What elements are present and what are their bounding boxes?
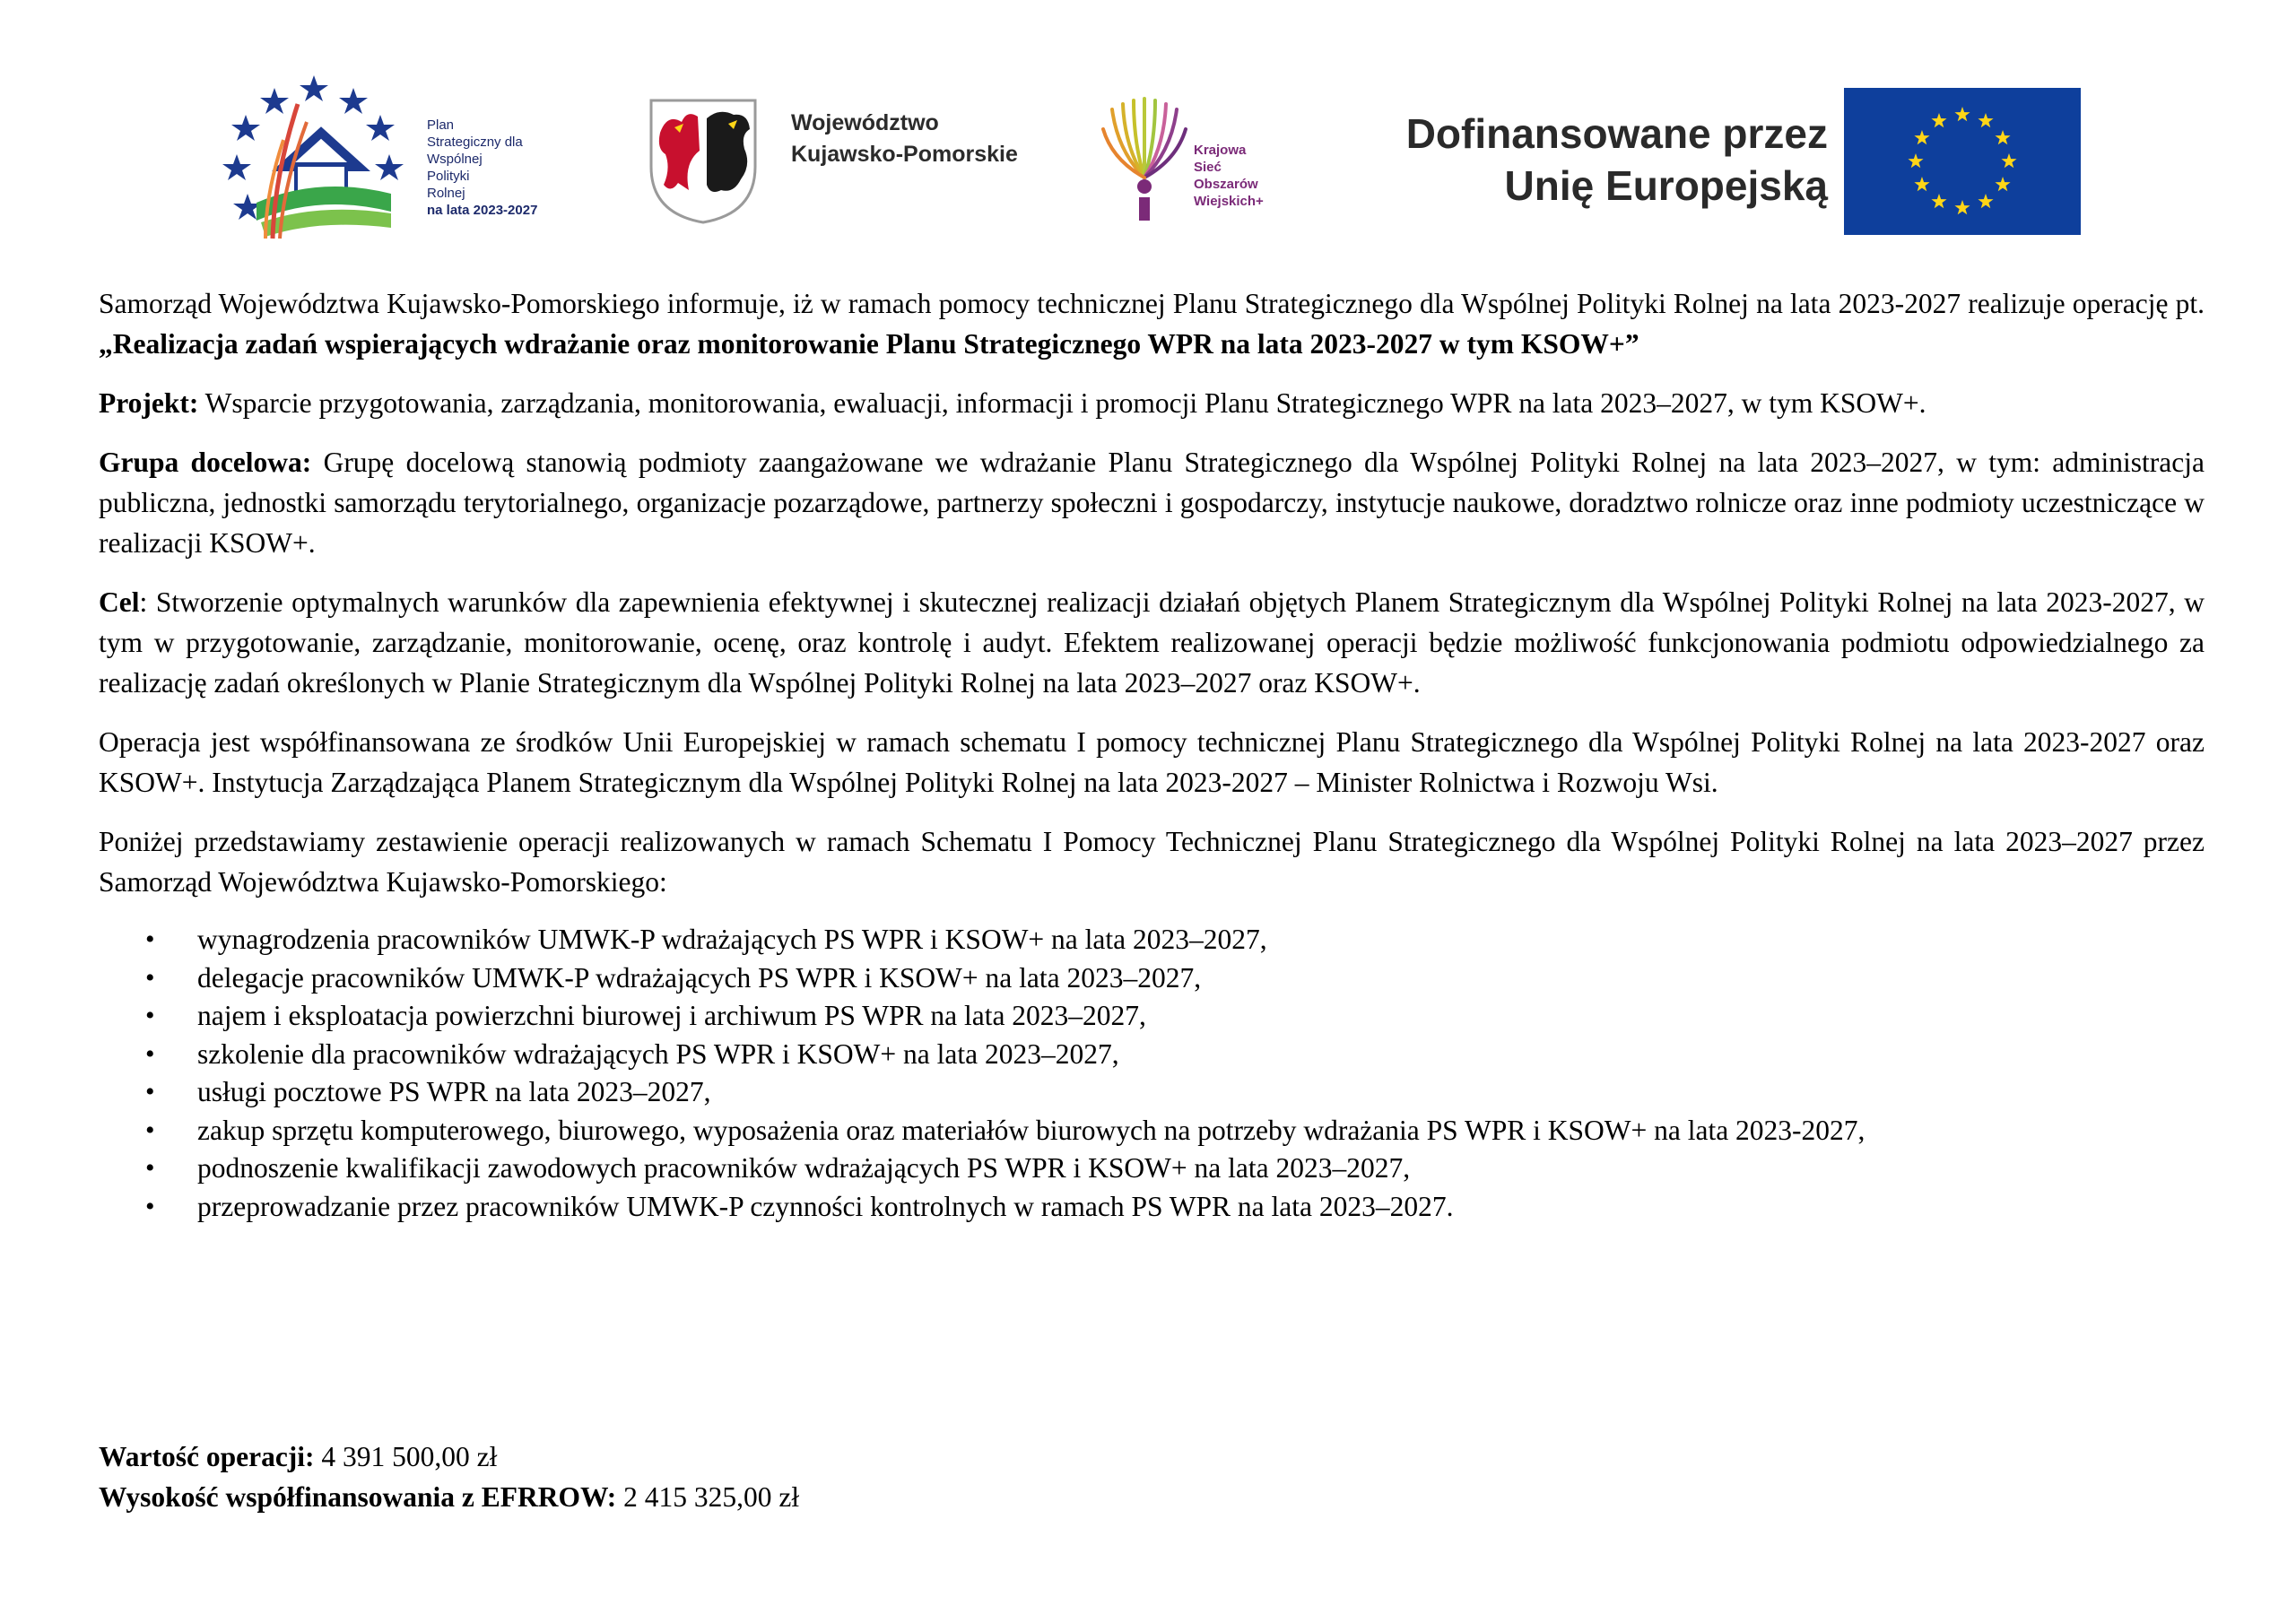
ps-line: Wspólnej	[427, 152, 483, 167]
wkp-line1: Województwo	[791, 110, 939, 135]
ksow-logo-text	[1194, 142, 1328, 210]
cel-text: : Stworzenie optymalnych warunków dla zapewnienia efektywnej i skutecznej realizacji działań objętych Planem Strategicznym dla Wspólnej Polityki Rolnej na lata 2023-2027, w tym w przygotowanie, zarządzanie, monitorowanie, ocenę, oraz kontrolę i audyt. Efektem realizowanej operacji będzie możliwość funkcjonowania podmiotu odpowiedzialnego za realizację zadań określonych w Planie Strategicznym dla Wspólnej Polityki Rolnej na lata 2023–2027 oraz KSOW+.	[99, 586, 2205, 699]
list-item: • delegacje pracowników UMWK-P wdrażających PS WPR i KSOW+ na lata 2023–2027,	[99, 959, 2205, 998]
wspolfin-line	[99, 1477, 2205, 1517]
ps-line: Rolnej	[427, 186, 465, 201]
list-item: • zakup sprzętu komputerowego, biurowego, wyposażenia oraz materiałów biurowych na potrzeby wdrażania PS WPR i KSOW+ na lata 2023-2027,	[99, 1112, 2205, 1150]
ps-line: Strategiczny dla	[427, 135, 523, 150]
wkp-logo	[648, 97, 1042, 231]
operation-title: „Realizacja zadań wspierających wdrażanie oraz monitorowanie Planu Strategicznego WPR na lata 2023-2027 w tym KSOW+”	[99, 328, 1639, 360]
cel-label: Cel	[99, 586, 140, 618]
wartosc-line	[99, 1436, 2205, 1477]
ps-wpr-emblem-icon	[221, 68, 418, 247]
grupa-text: Grupę docelową stanowią podmioty zaangażowane we wdrażanie Planu Strategicznego dla Wspólnej Polityki Rolnej na lata 2023–2027, w tym: administracja publiczna, jednostki samorządu terytorialnego, organizacje pozarządowe, partnerzy społeczni i gospodarczy, instytucje naukowe, doradztwo rolnicze oraz inne podmioty uczestniczące w realizacji KSOW+.	[99, 447, 2205, 559]
eu-line1: Dofinansowane przez	[1405, 110, 1828, 157]
list-item: • przeprowadzanie przez pracowników UMWK-P czynności kontrolnych w ramach PS WPR na lata 2023–2027.	[99, 1188, 2205, 1227]
grupa-paragraph	[99, 442, 2205, 563]
projekt-label: Projekt:	[99, 387, 199, 419]
ps-line: Plan	[427, 117, 455, 133]
ksow-rays-icon	[1100, 97, 1189, 222]
ksow-line: Wiejskich+	[1194, 194, 1264, 209]
ps-wpr-logo	[221, 68, 588, 247]
list-item: • najem i eksploatacja powierzchni biurowej i archiwum PS WPR na lata 2023–2027,	[99, 997, 2205, 1036]
operacja-paragraph: Operacja jest współfinansowana ze środków Unii Europejskiej w ramach schematu I pomocy technicznej Planu Strategicznego dla Wspólnej Polityki Rolnej na lata 2023-2027 oraz KSOW+. Instytucja Zarządzająca Planem Strategicznym dla Wspólnej Polityki Rolnej na lata 2023-2027 – Minister Rolnictwa i Rozwoju Wsi.	[99, 726, 2205, 798]
list-item: • szkolenie dla pracowników wdrażających PS WPR i KSOW+ na lata 2023–2027,	[99, 1036, 2205, 1074]
ps-years: na lata 2023-2027	[427, 203, 538, 218]
ksow-line: Obszarów	[1194, 177, 1258, 192]
list-item: • usługi pocztowe PS WPR na lata 2023–2027,	[99, 1073, 2205, 1112]
intro-paragraph	[99, 283, 2205, 364]
document-body	[99, 283, 2205, 1226]
ksow-logo	[1100, 97, 1333, 231]
projekt-paragraph	[99, 383, 2205, 423]
ksow-line: Sieć	[1194, 160, 1222, 175]
eu-funding-text	[1361, 108, 1828, 212]
projekt-text: Wsparcie przygotowania, zarządzania, monitorowania, ewaluacji, informacji i promocji Planu Strategicznego WPR na lata 2023–2027, w tym KSOW+.	[198, 387, 1926, 419]
ponizej-paragraph: Poniżej przedstawiamy zestawienie operacji realizowanych w ramach Schematu I Pomocy Technicznej Planu Strategicznego dla Wspólnej Polityki Rolnej na lata 2023–2027 przez Samorząd Województwa Kujawsko-Pomorskiego:	[99, 826, 2205, 898]
list-item: • wynagrodzenia pracowników UMWK-P wdrażających PS WPR i KSOW+ na lata 2023–2027,	[99, 921, 2205, 959]
wkp-line2: Kujawsko-Pomorskie	[791, 142, 1018, 167]
list-item: • podnoszenie kwalifikacji zawodowych pracowników wdrażających PS WPR i KSOW+ na lata 2023–2027,	[99, 1150, 2205, 1188]
wspolfin-value: 2 415 325,00 zł	[616, 1481, 800, 1513]
coat-of-arms-icon	[648, 97, 759, 226]
ksow-line: Krajowa	[1194, 143, 1247, 158]
eu-line2: Unię Europejską	[1504, 162, 1828, 209]
wartosc-value: 4 391 500,00 zł	[314, 1441, 498, 1472]
eu-flag-icon	[1844, 88, 2081, 235]
grupa-label: Grupa docelowa:	[99, 447, 312, 478]
operations-list	[99, 921, 2205, 1226]
financial-summary	[99, 1436, 2205, 1517]
cel-paragraph	[99, 582, 2205, 703]
eu-flag	[1844, 88, 2081, 235]
wspolfin-label: Wysokość współfinansowania z EFRROW:	[99, 1481, 617, 1513]
ps-wpr-logo-text	[427, 117, 588, 219]
wkp-logo-text	[791, 108, 1051, 170]
intro-text: Samorząd Województwa Kujawsko-Pomorskiego informuje, iż w ramach pomocy technicznej Planu Strategicznego dla Wspólnej Polityki Rolnej na lata 2023-2027 realizuje operację pt.	[99, 288, 2205, 319]
wartosc-label: Wartość operacji:	[99, 1441, 315, 1472]
logo-strip	[0, 0, 2296, 269]
ps-line: Polityki	[427, 169, 470, 184]
